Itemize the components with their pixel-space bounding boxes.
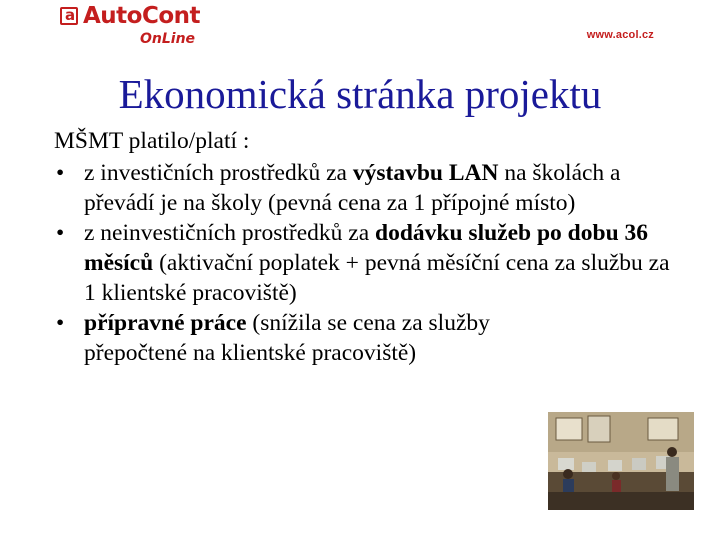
logo-sub-text: OnLine bbox=[140, 31, 196, 47]
logo-main-text: AutoCont bbox=[83, 3, 201, 29]
item-text: z investičních prostředků za bbox=[84, 160, 353, 186]
list-item bbox=[54, 158, 674, 218]
intro-text: MŠMT platilo/platí : bbox=[54, 128, 250, 154]
item-text: z neinvestičních prostředků za bbox=[84, 220, 376, 246]
classroom-photo bbox=[548, 412, 694, 510]
list-item bbox=[54, 308, 554, 368]
item-bold-text: přípravné práce bbox=[84, 310, 247, 336]
list-item bbox=[54, 218, 674, 308]
classroom-photo-icon bbox=[548, 412, 694, 510]
logo-mark-icon bbox=[60, 7, 78, 25]
slide-body bbox=[54, 126, 674, 368]
item-bold-text: výstavbu LAN bbox=[352, 160, 499, 186]
autocont-logo bbox=[58, 3, 201, 50]
website-url: www.acol.cz bbox=[586, 29, 654, 41]
item-text: (snížila se cena za služby přepočtené na klientské pracoviště) bbox=[84, 310, 490, 366]
item-text: na školách a převádí je na školy (pevná cena za 1 přípojné místo) bbox=[84, 160, 621, 216]
item-text: (aktivační poplatek + pevná měsíční cena za službu za 1 klientské pracoviště) bbox=[84, 250, 670, 306]
bullet-icon: • bbox=[56, 220, 65, 246]
bullet-list bbox=[54, 158, 674, 368]
slide-title: Ekonomická stránka projektu bbox=[118, 71, 602, 117]
item-bold-text: dodávku služeb po dobu 36 měsíců bbox=[84, 220, 649, 276]
bullet-icon: • bbox=[56, 160, 65, 186]
bullet-icon: • bbox=[56, 310, 65, 336]
